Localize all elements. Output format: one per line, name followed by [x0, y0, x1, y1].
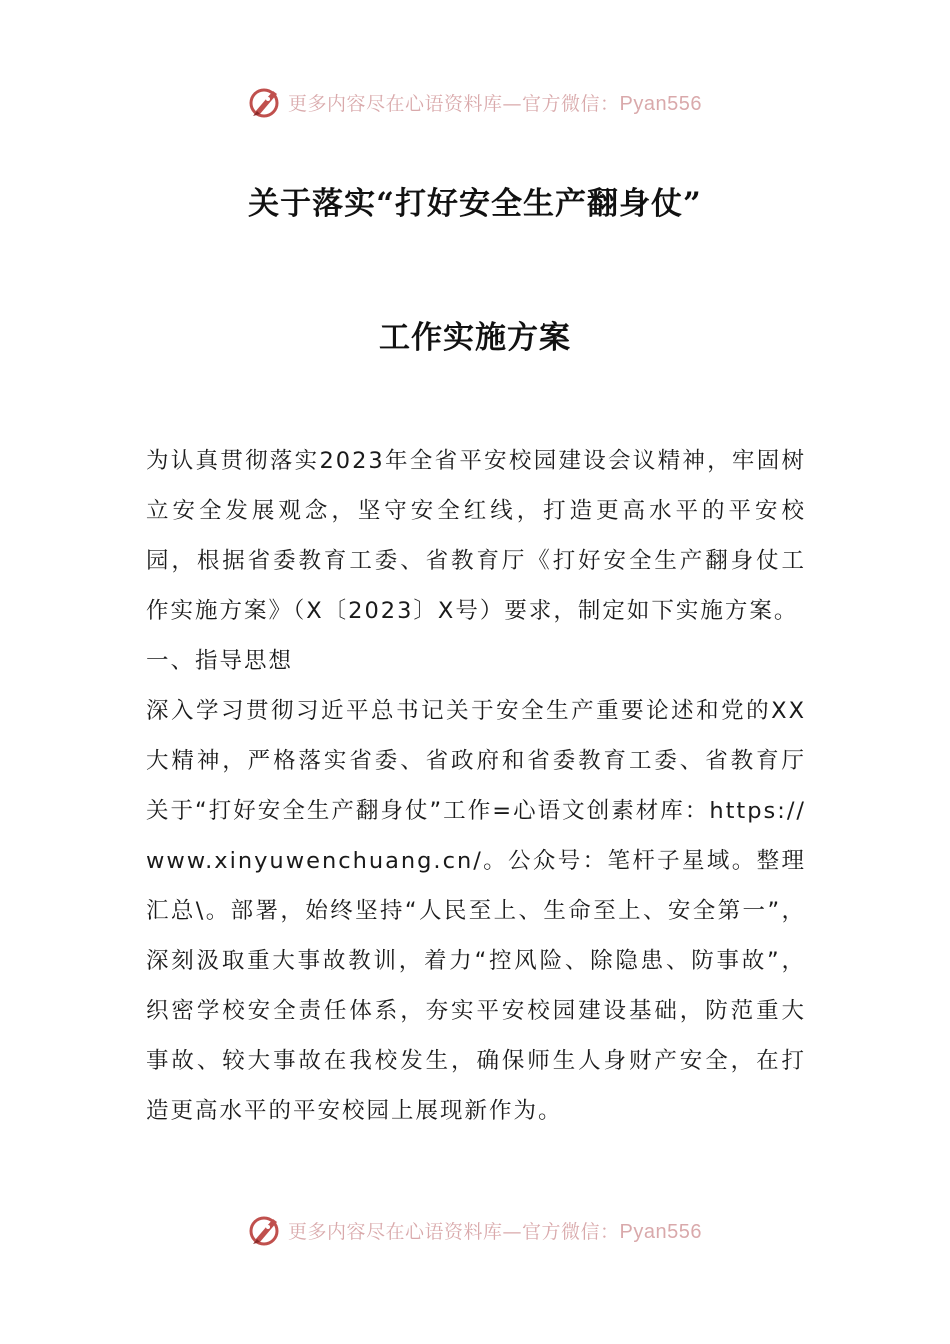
section-paragraph-guiding-ideology: 深入学习贯彻习近平总书记关于安全生产重要论述和党的XX大精神，严格落实省委、省政府和省委教育工委、省教育厅关于“打好安全生产翻身仗”工作=心语文创素材库：https://www.xinyuwenchuang.cn/。公众号：笔杆子星域。整理汇总\。部署，始终坚持“人民至上、生命至上、安全第一”，深刻汲取重大事故教训，着力“控风险、除隐患、防事故”，织密学校安全责任体系，夯实平安校园建设基础，防范重大事故、较大事故在我校发生，确保师生人身财产安全，在打造更高水平的平安校园上展现新作为。 — [146, 698, 806, 1124]
watermark-text — [288, 1217, 702, 1244]
watermark-banner-bottom — [0, 1210, 950, 1250]
document-title-line-1: 关于落实“打好安全生产翻身仗” — [248, 186, 702, 222]
pen-nib-circle-icon — [248, 85, 282, 119]
watermark-label: 更多内容尽在心语资料库—官方微信： — [288, 1220, 620, 1243]
pen-nib-circle-icon — [248, 1213, 282, 1247]
section-heading-guiding-ideology: 一、指导思想 — [146, 648, 294, 674]
intro-paragraph: 为认真贯彻落实2023年全省平安校园建设会议精神，牢固树立安全发展观念，坚守安全红线，打造更高水平的平安校园，根据省委教育工委、省教育厅《打好安全生产翻身仗工作实施方案》（X〔2023〕X号）要求，制定如下实施方案。 — [146, 448, 806, 624]
watermark-wechat-id: Pyan556 — [619, 92, 702, 115]
watermark-label: 更多内容尽在心语资料库—官方微信： — [288, 92, 620, 115]
watermark-banner-top — [0, 82, 950, 122]
document-body — [146, 436, 806, 1136]
watermark-wechat-id: Pyan556 — [619, 1220, 702, 1243]
document-title-line-2: 工作实施方案 — [379, 320, 571, 356]
watermark-text — [288, 89, 702, 116]
